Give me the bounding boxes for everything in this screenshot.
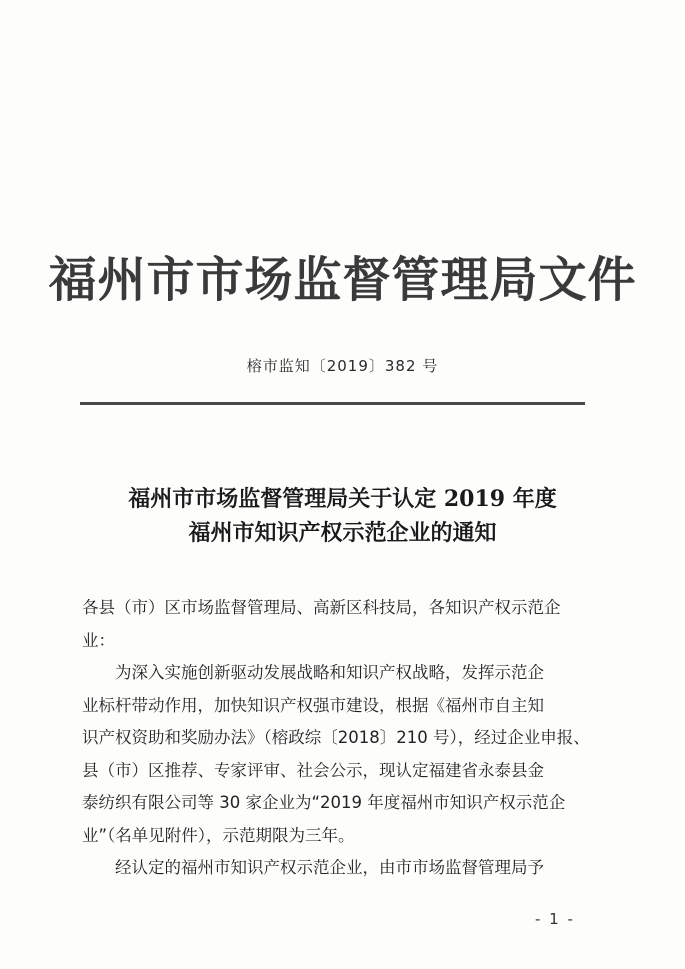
page-number: - 1 - (535, 910, 575, 928)
issuer-title: 福州市市场监督管理局文件 (48, 252, 637, 308)
notice-title (0, 482, 685, 550)
body-line: 泰纺织有限公司等 30 家企业为“2019 年度福州市知识产权示范企 (82, 793, 566, 812)
notice-title-line-1: 福州市市场监督管理局关于认定 2019 年度 (128, 486, 557, 512)
body-line: 业标杆带动作用，加快知识产权强市建设，根据《福州市自主知 (82, 695, 544, 715)
body-line: 各县（市）区市场监督管理局、高新区科技局，各知识产权示范企 (82, 598, 561, 617)
notice-title-line-2: 福州市知识产权示范企业的通知 (188, 520, 497, 546)
header-divider (80, 402, 585, 405)
body-line: 识产权资助和奖励办法》（榕政综〔2018〕210 号），经过企业申报、 (82, 728, 590, 747)
body-line: 业： (82, 630, 115, 650)
body-line: 业”（名单见附件），示范期限为三年。 (82, 825, 355, 845)
body-line: 经认定的福州市知识产权示范企业，由市市场监督管理局予 (115, 858, 544, 877)
body-line: 为深入实施创新驱动发展战略和知识产权战略，发挥示范企 (115, 663, 544, 682)
document-number: 榕市监知〔2019〕382 号 (246, 357, 439, 375)
body-line: 县（市）区推荐、专家评审、社会公示，现认定福建省永泰县金 (82, 760, 544, 780)
notice-body (82, 592, 604, 885)
